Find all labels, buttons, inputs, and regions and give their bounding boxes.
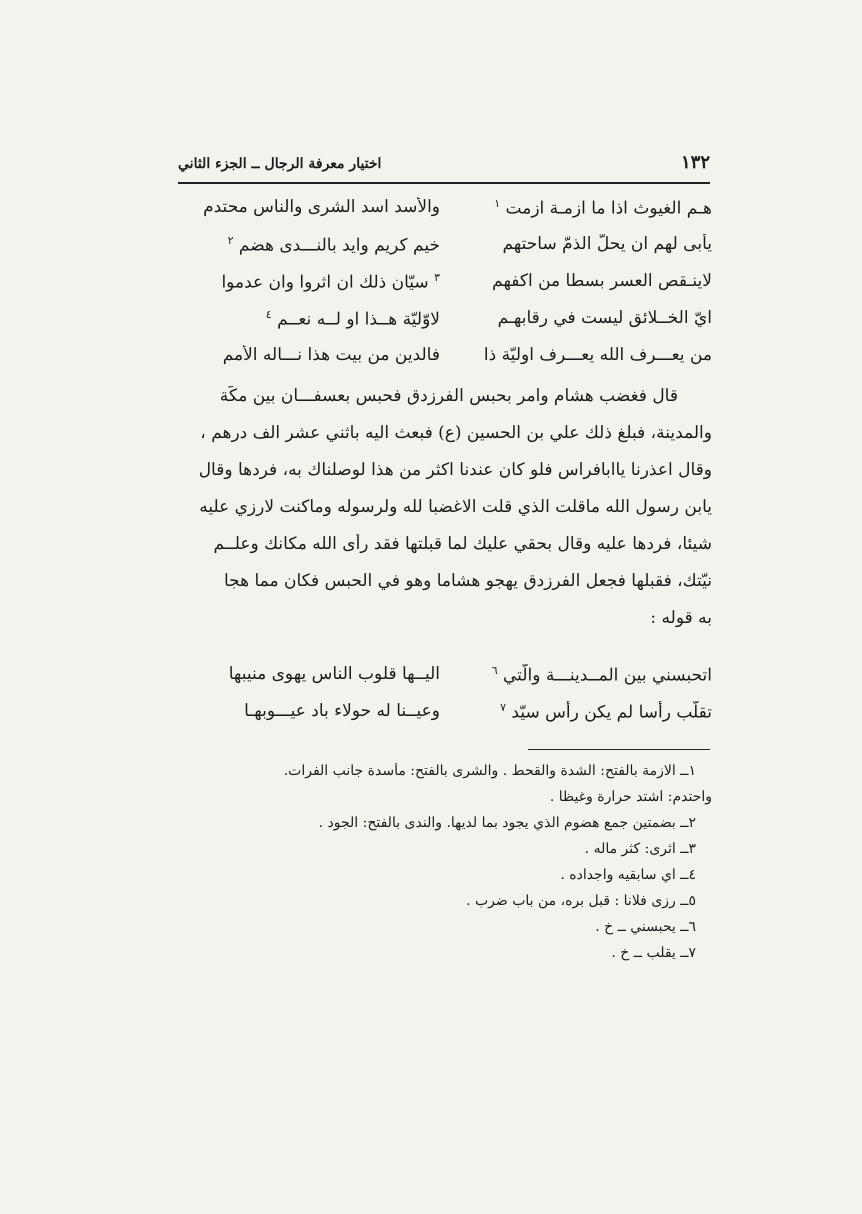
verse-line (178, 701, 712, 738)
verse-second-hemistich: لاوّليّة هــذا او لــه نعــم $^٤$ (265, 308, 440, 330)
verse-first-hemistich: تقلّب رأسا لم يكن رأس سيّد $^٧$ (500, 701, 712, 723)
poem-verses-bottom (178, 664, 712, 738)
footnote-divider (528, 749, 710, 750)
running-title: اختيار معرفة الرجال ــ الجزء الثاني (178, 156, 382, 172)
verse-first-hemistich: اتحبسني بين المــدينـــة والّتي $^٦$ (491, 664, 712, 686)
footnote-ref: ٢ (227, 234, 234, 247)
verse-second-hemistich: خيم كريم وايد بالنـــدى هضم $^٢$ (227, 234, 440, 256)
page-number: ١٣٢ (680, 152, 710, 173)
poem-verses-top (178, 197, 712, 382)
verse-line (178, 345, 712, 382)
footnote-ref: ١ (494, 197, 501, 210)
prose-line: نيّتك، فقبلها فجعل الفرزدق يهجو هشاما وهو في الحبس فكان مما هجا (223, 571, 712, 591)
prose-line: يابن رسول الله ماقلت الذي قلت الاغضبا لله ولرسوله وماكنت لارزي عليه (199, 497, 712, 517)
footnote: ٢ــ بضمتين جمع هضوم الذي يجود بما لديها. والندى بالفتح: الجود . (318, 815, 696, 831)
page-header (178, 150, 710, 184)
prose-paragraph (178, 386, 712, 645)
verse-first-hemistich: لاينـقص العسر بسطا من اكفهم (492, 271, 712, 291)
footnotes (178, 763, 712, 971)
verse-second-hemistich: والأسد اسد الشرى والناس محتدم (203, 197, 440, 217)
verse-line (178, 271, 712, 308)
verse-first-hemistich: من يعـــرف الله يعـــرف اوليّة ذا (483, 345, 712, 365)
prose-line: شيئا، فردها عليه وقال بحقي عليك لما قبلتها فقد رأى الله مكانك وعلــم (213, 534, 712, 554)
footnote-ref: ٧ (500, 701, 507, 714)
verse-first-hemistich: يأبى لهم ان يحلّ الذمّ ساحتهم (502, 234, 712, 254)
footnote: ٣ــ اثرى: كثر ماله . (584, 841, 696, 857)
verse-first-hemistich: ايّ الخــلائق ليست في رقابهـم (497, 308, 712, 328)
footnote: واحتدم: اشتد حرارة وغيظا . (549, 789, 712, 805)
verse-first-hemistich: هـم الغيوث اذا ما ازمـة ازمت $^١$ (494, 197, 712, 219)
prose-line: به قوله : (650, 608, 712, 628)
verse-second-hemistich: فالدين من بيت هذا نـــاله الأمم (222, 345, 440, 365)
verse-second-hemistich: اليــها قلوب الناس يهوى منيبها (228, 664, 440, 684)
verse-line (178, 234, 712, 271)
prose-line: وقال اعذرنا ياابافراس فلو كان عندنا اكثر من هذا لوصلناك به، فردها وقال (198, 460, 712, 480)
prose-line: قال فغضب هشام وامر بحبس الفرزدق فحبس بعسفـــان بين مكّة (219, 386, 678, 406)
verse-second-hemistich: وعيــنا له حولاء باد عيـــوبهـا (244, 701, 440, 721)
footnote-ref: ٣ (434, 271, 440, 284)
footnote: ١ــ الازمة بالفتح: الشدة والقحط . والشرى بالفتح: مأسدة جانب الفرات. (283, 763, 696, 779)
footnote-ref: ٦ (491, 664, 498, 677)
verse-line (178, 308, 712, 345)
verse-line (178, 664, 712, 701)
verse-line (178, 197, 712, 234)
prose-line: والمدينة، فبلغ ذلك علي بن الحسين (ع) فبعث اليه باثني عشر الف درهم ، (200, 423, 712, 443)
footnote: ٥ــ رزى فلانا : قبل بره، من باب ضرب . (466, 893, 696, 909)
footnote: ٧ــ يقلب ــ خ . (611, 945, 696, 961)
footnote: ٤ــ اي سابقيه واجداده . (560, 867, 696, 883)
footnote: ٦ــ يحبسني ــ خ . (595, 919, 696, 935)
footnote-ref: ٤ (265, 308, 272, 321)
verse-second-hemistich: $^٣$ سيّان ذلك ان اثروا وان عدموا (221, 271, 440, 293)
